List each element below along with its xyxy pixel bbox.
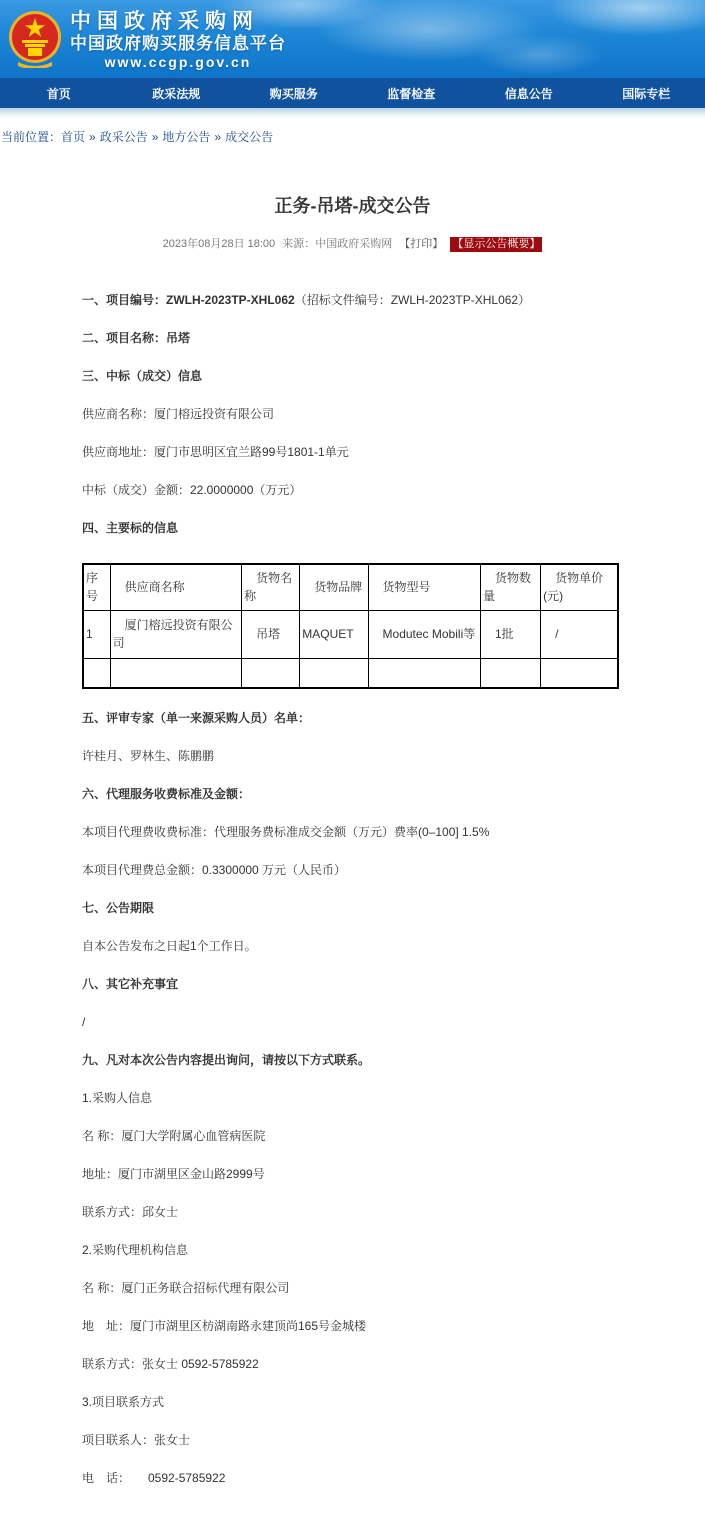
paragraph-supplier-address: 供应商地址：厦门市思明区宜兰路99号1801-1单元	[82, 443, 620, 461]
cell-goods-model: Modutec Mobili等	[368, 610, 480, 658]
paragraph-project-name: 二、项目名称：吊塔	[82, 329, 620, 347]
paragraph-agency-contact: 联系方式：张女士 0592-5785922	[82, 1355, 620, 1373]
breadcrumb-label: 当前位置：	[1, 130, 61, 144]
paragraph-other-matters-heading: 八、其它补充事宜	[82, 975, 620, 993]
paragraph-purchaser-name: 名 称：厦门大学附属心血管病医院	[82, 1127, 620, 1145]
breadcrumb-separator: »	[152, 130, 159, 144]
cell-goods-brand: MAQUET	[300, 610, 368, 658]
paragraph-project-contact-person: 项目联系人：张女士	[82, 1431, 620, 1449]
main-nav	[0, 78, 705, 108]
show-summary-button[interactable]: 【显示公告概要】	[450, 237, 542, 252]
article	[0, 154, 705, 1487]
nav-item-international[interactable]: 国际专栏	[588, 78, 705, 108]
th-goods-model: 货物型号	[368, 564, 480, 610]
paragraph-purchaser-contact: 联系方式：邱女士	[82, 1203, 620, 1221]
paragraph-main-subject-heading: 四、主要标的信息	[82, 519, 620, 537]
site-logo[interactable]	[8, 10, 286, 71]
paragraph-agency-fee-standard: 本项目代理费收费标准：代理服务费标准成交金额（万元）费率(0–100] 1.5%	[82, 823, 620, 841]
paragraph-other-matters: /	[82, 1013, 620, 1031]
paragraph-award-amount: 中标（成交）金额：22.0000000（万元）	[82, 481, 620, 499]
site-subtitle: 中国政府购买服务信息平台	[70, 34, 286, 54]
cell-goods-name: 吊塔	[242, 610, 300, 658]
paragraph-project-contact-heading: 3.项目联系方式	[82, 1393, 620, 1411]
site-url: www.ccgp.gov.cn	[70, 54, 286, 71]
publish-datetime: 2023年08月28日 18:00	[163, 238, 276, 250]
article-source: 来源：中国政府采购网	[282, 238, 392, 250]
cell-goods-quantity: 1批	[480, 610, 540, 658]
breadcrumb-separator: »	[89, 130, 96, 144]
article-content	[82, 291, 620, 1487]
nav-item-regulations[interactable]: 政采法规	[118, 78, 236, 108]
cell-goods-unit-price: /	[541, 610, 618, 658]
paragraph-agency-address: 地 址：厦门市湖里区枋湖南路永建顶尚165号金城楼	[82, 1317, 620, 1335]
goods-table-header-row	[83, 564, 618, 610]
th-serial: 序号	[83, 564, 110, 610]
th-goods-brand: 货物品牌	[300, 564, 368, 610]
paragraph-purchaser-address: 地址：厦门市湖里区金山路2999号	[82, 1165, 620, 1183]
paragraph-purchaser-info-heading: 1.采购人信息	[82, 1089, 620, 1107]
breadcrumb	[0, 120, 705, 154]
goods-table-row	[83, 610, 618, 658]
paragraph-award-info-heading: 三、中标（成交）信息	[82, 367, 620, 385]
cell-supplier-name: 厦门榕远投资有限公司	[110, 610, 241, 658]
paragraph-experts-names: 许桂月、罗林生、陈鹏鹏	[82, 747, 620, 765]
site-title: 中国政府采购网	[70, 10, 286, 34]
paragraph-announcement-period: 自本公告发布之日起1个工作日。	[82, 937, 620, 955]
paragraph-agency-fee-total: 本项目代理费总金额：0.3300000 万元（人民币）	[82, 861, 620, 879]
breadcrumb-local-notices[interactable]: 地方公告	[162, 130, 210, 144]
paragraph-agency-name: 名 称：厦门正务联合招标代理有限公司	[82, 1279, 620, 1297]
paragraph-supplier-name: 供应商名称：厦门榕远投资有限公司	[82, 405, 620, 423]
th-supplier-name: 供应商名称	[110, 564, 241, 610]
nav-bottom-gradient	[0, 108, 705, 120]
national-emblem-icon	[8, 10, 62, 68]
cell-serial: 1	[83, 610, 110, 658]
nav-item-supervision[interactable]: 监督检查	[353, 78, 471, 108]
site-header	[0, 0, 705, 78]
th-goods-name: 货物名称	[242, 564, 300, 610]
print-button[interactable]: 【打印】	[399, 238, 443, 250]
nav-item-announcements[interactable]: 信息公告	[470, 78, 588, 108]
breadcrumb-procurement-notices[interactable]: 政采公告	[100, 130, 148, 144]
paragraph-contact-heading: 九、凡对本次公告内容提出询问，请按以下方式联系。	[82, 1051, 620, 1069]
breadcrumb-separator: »	[214, 130, 221, 144]
goods-table	[82, 563, 619, 689]
paragraph-announcement-period-heading: 七、公告期限	[82, 899, 620, 917]
th-goods-quantity: 货物数量	[480, 564, 540, 610]
breadcrumb-award-notices[interactable]: 成交公告	[225, 130, 273, 144]
paragraph-experts-heading: 五、评审专家（单一来源采购人员）名单：	[82, 709, 620, 727]
nav-item-home[interactable]: 首页	[0, 78, 118, 108]
page-title: 正务-吊塔-成交公告	[0, 192, 705, 218]
goods-table-empty-row	[83, 658, 618, 688]
paragraph-project-number: 一、项目编号：ZWLH-2023TP-XHL062（招标文件编号：ZWLH-2023TP-XHL062）	[82, 291, 620, 309]
nav-item-purchase-services[interactable]: 购买服务	[235, 78, 353, 108]
breadcrumb-home[interactable]: 首页	[61, 130, 85, 144]
paragraph-agency-info-heading: 2.采购代理机构信息	[82, 1241, 620, 1259]
paragraph-project-contact-phone: 电 话： 0592-5785922	[82, 1469, 620, 1487]
th-goods-unit-price: 货物单价(元)	[541, 564, 618, 610]
paragraph-agency-fee-heading: 六、代理服务收费标准及金额：	[82, 785, 620, 803]
article-meta	[0, 235, 705, 251]
